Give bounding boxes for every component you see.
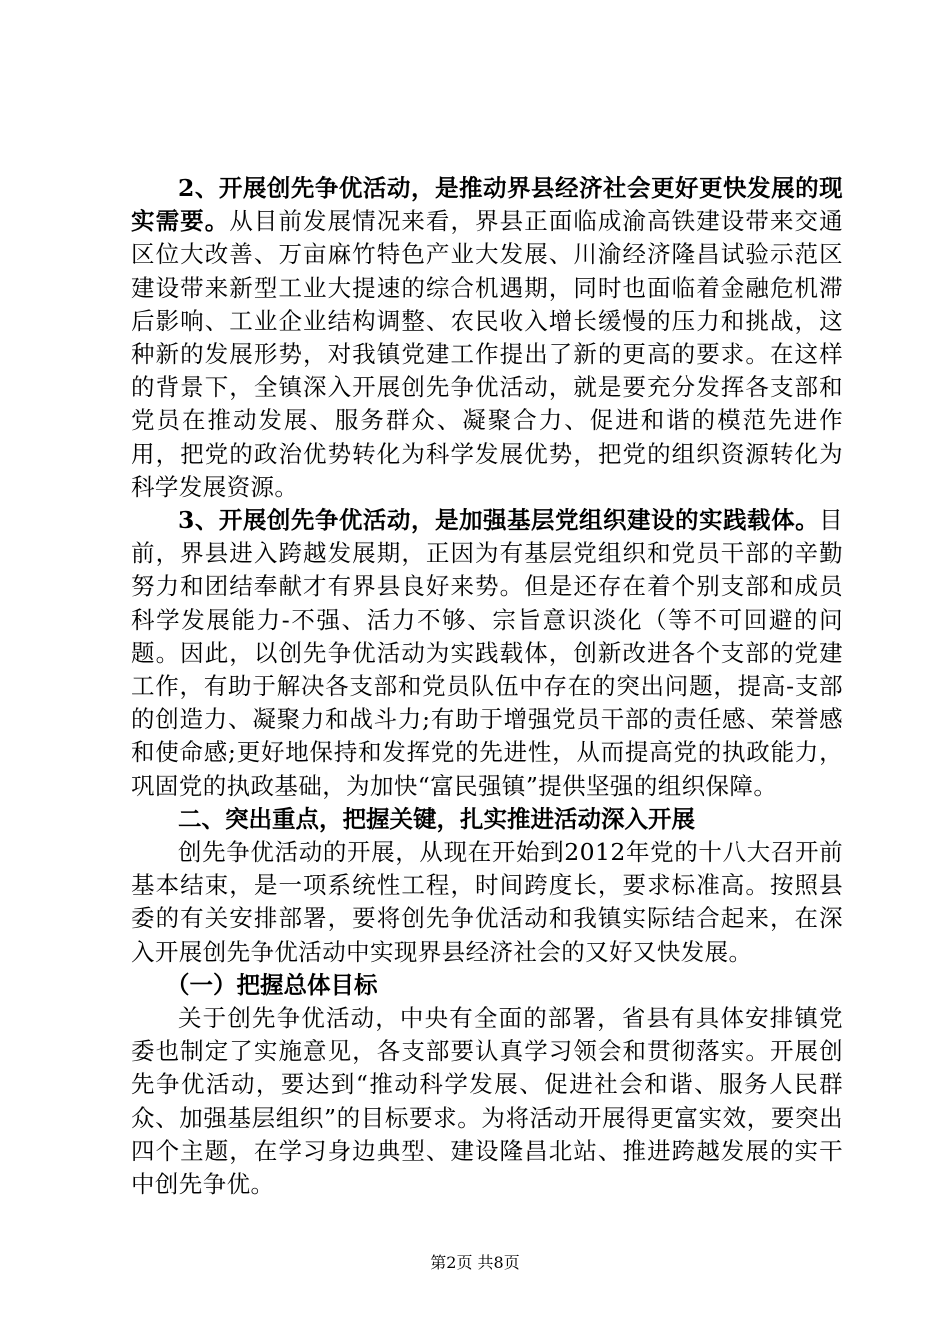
paragraph-text: 从目前发展情况来看，界县正面临成渝高铁建设带来交通区位大改善、万亩麻竹特色产业大发展、川渝经济隆昌试验示范区建设带来新型工业大提速的综合机遇期，同时也面临着金融危机滞后影响、工业企业结构调整、农民收入增长缓慢的压力和挑战，这种新的发展形势，对我镇党建工作提出了新的更高的要求。在这样的背景下，全镇深入开展创先争优活动，就是要充分发挥各支部和党员在推动发展、服务群众、凝聚合力、促进和谐的模范先进作用，把党的政治优势转化为科学发展优势，把党的组织资源转化为科学发展资源。 xyxy=(131,207,844,501)
paragraph-practice-carrier xyxy=(131,504,843,803)
paragraph-text: 目前，界县进入跨越发展期，正因为有基层党组织和党员干部的辛勤努力和团结奉献才有界县良好来势。但是还存在着个别支部和成员科学发展能力-不强、活力不够、宗旨意识淡化（等不可回避的问题。因此，以创先争优活动为实践载体，创新改进各个支部的党建工作，有助于解决各支部和党员队伍中存在的突出问题，提高-支部的创造力、凝聚力和战斗力;有助于增强党员干部的责任感、荣誉感和使命感;更好地保持和发挥党的先进性，从而提高党的执政能力，巩固党的执政基础，为加快“富民强镇”提供坚强的组织保障。 xyxy=(131,506,843,800)
paragraph-lead: 2、开展创先争优活动，是推动界县经济社会更好更快发展的现实需要。 xyxy=(131,174,843,236)
paragraph-lead: 3、开展创先争优活动，是加强基层党组织建设的实践载体。 xyxy=(178,506,820,535)
document-body xyxy=(131,172,843,1201)
paragraph-overall-goal: 关于创先争优活动，中央有全面的部署，省县有具体安排镇党委也制定了实施意见，各支部要认真学习领会和贯彻落实。开展创先争优活动，要达到“推动科学发展、促进社会和谐、服务人民群众、加强基层组织”的目标要求。为将活动开展得更富实效，要突出四个主题，在学习身边典型、建设隆昌北站、推进跨越发展的实干中创先争优。 xyxy=(131,1004,843,1199)
paragraph-development-need xyxy=(131,172,843,504)
page-footer: 第2页 共8页 xyxy=(430,1253,520,1272)
paragraph-activity-overview: 创先争优活动的开展，从现在开始到2012年党的十八大召开前基本结束，是一项系统性工程，时间跨度长，要求标准高。按照县委的有关安排部署，要将创先争优活动和我镇实际结合起来，在深入开展创先争优活动中实现界县经济社会的又好又快发展。 xyxy=(131,838,843,966)
subsection-heading: （一）把握总体目标 xyxy=(166,970,378,999)
section-heading: 二、突出重点，把握关键，扎实推进活动深入开展 xyxy=(178,804,695,833)
